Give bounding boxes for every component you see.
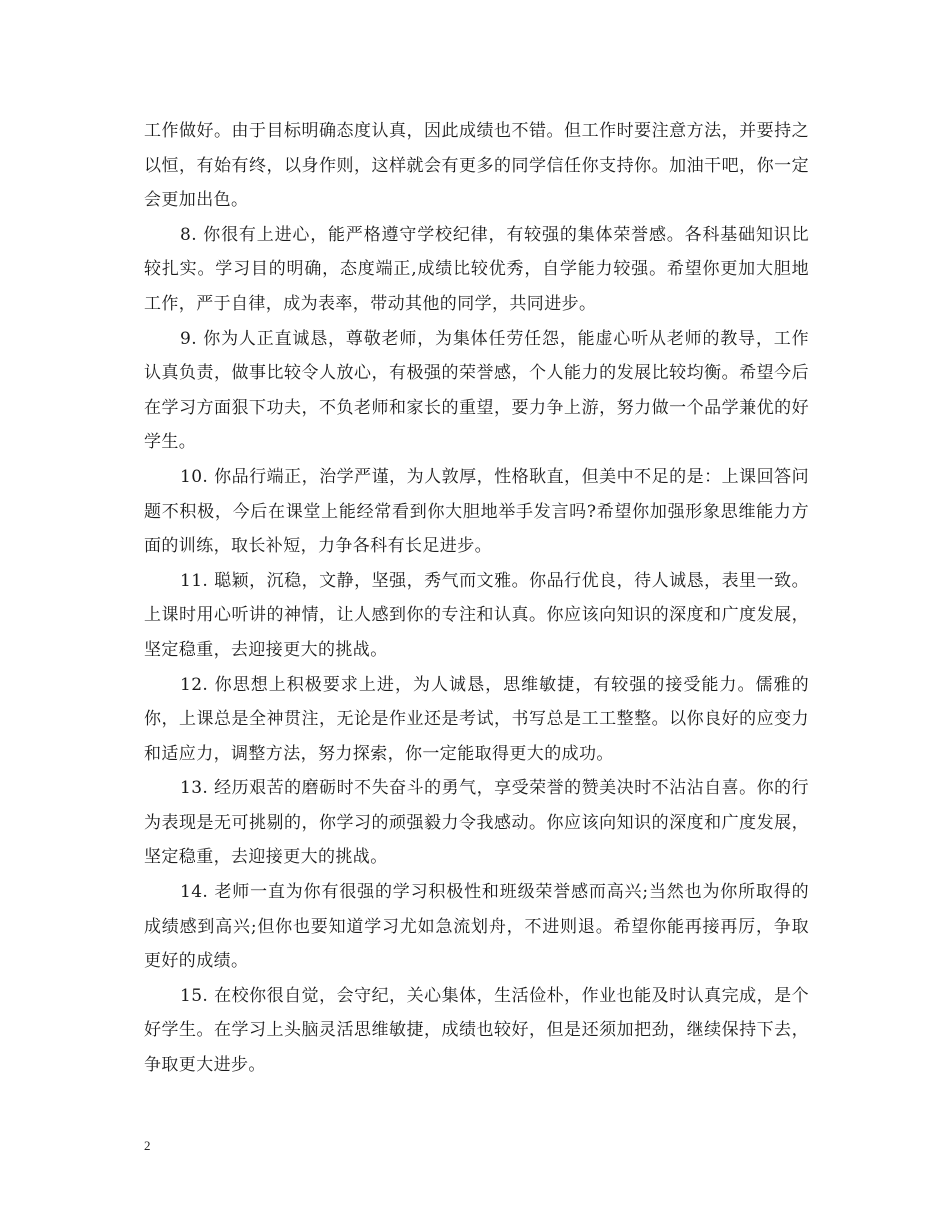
document-body: [144, 114, 809, 1083]
paragraph-comment-14: 14. 老师一直为你有很强的学习积极性和班级荣誉感而高兴;当然也为你所取得的成绩感到高兴;但你也要知道学习尤如急流划舟，不进则退。希望你能再接再厉，争取更好的成绩。: [144, 882, 809, 972]
paragraph-comment-13: 13. 经历艰苦的磨砺时不失奋斗的勇气，享受荣誉的赞美决时不沾沾自喜。你的行为表现是无可挑剔的，你学习的顽强毅力令我感动。你应该向知识的深度和广度发展，坚定稳重，去迎接更大的挑战。: [144, 778, 809, 868]
paragraph-comment-12: 12. 你思想上积极要求上进，为人诚恳，思维敏捷，有较强的接受能力。儒雅的你，上课总是全神贯注，无论是作业还是考试，书写总是工工整整。以你良好的应变力和适应力，调整方法，努力探索，你一定能取得更大的成功。: [144, 674, 809, 764]
paragraph-comment-11: 11. 聪颖，沉稳，文静，坚强，秀气而文雅。你品行优良，待人诚恳，表里一致。上课时用心听讲的神情，让人感到你的专注和认真。你应该向知识的深度和广度发展，坚定稳重，去迎接更大的挑战。: [144, 570, 809, 660]
paragraph-continuation: 工作做好。由于目标明确态度认真，因此成绩也不错。但工作时要注意方法，并要持之以恒，有始有终，以身作则，这样就会有更多的同学信任你支持你。加油干吧，你一定会更加出色。: [144, 121, 809, 211]
paragraph-comment-8: 8. 你很有上进心，能严格遵守学校纪律，有较强的集体荣誉感。各科基础知识比较扎实。学习目的明确，态度端正,成绩比较优秀，自学能力较强。希望你更加大胆地工作，严于自律，成为表率，带动其他的同学，共同进步。: [144, 224, 809, 314]
paragraph-comment-10: 10. 你品行端正，治学严谨，为人敦厚，性格耿直，但美中不足的是：上课回答问题不积极，今后在课堂上能经常看到你大胆地举手发言吗?希望你加强形象思维能力方面的训练，取长补短，力争各科有长足进步。: [144, 466, 809, 557]
paragraph-comment-15: 15. 在校你很自觉，会守纪，关心集体，生活俭朴，作业也能及时认真完成，是个好学生。在学习上头脑灵活思维敏捷，成绩也较好，但是还须加把劲，继续保持下去，争取更大进步。: [144, 985, 809, 1076]
page-number: 2: [144, 1138, 151, 1153]
paragraph-comment-9: 9. 你为人正直诚恳，尊敬老师，为集体任劳任怨，能虚心听从老师的教导，工作认真负责，做事比较令人放心，有极强的荣誉感，个人能力的发展比较均衡。希望今后在学习方面狠下功夫，不负老师和家长的重望，要力争上游，努力做一个品学兼优的好学生。: [144, 328, 809, 453]
